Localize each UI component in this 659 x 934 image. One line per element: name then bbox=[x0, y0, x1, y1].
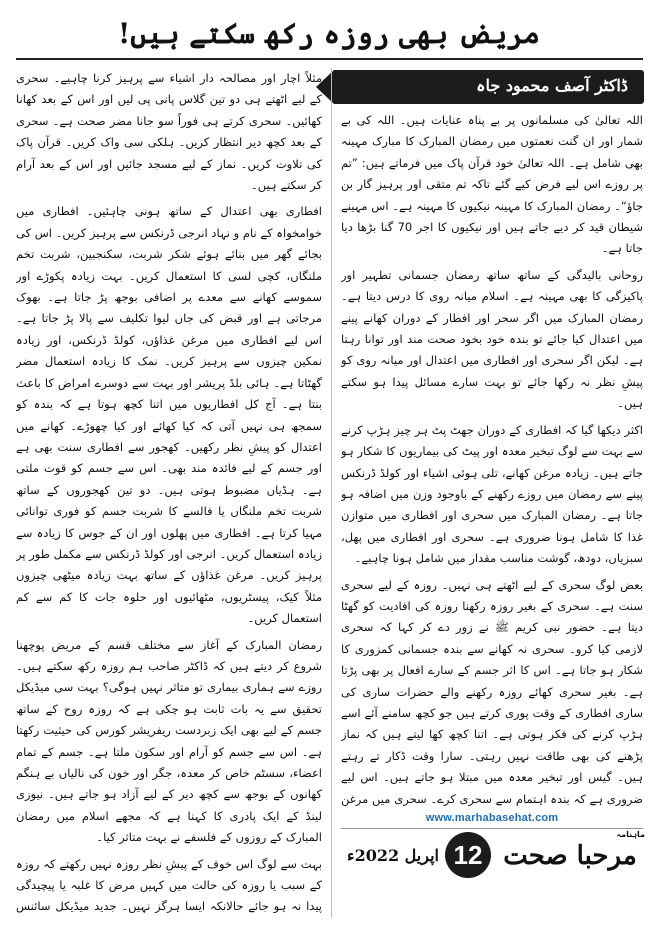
page-number: 12 bbox=[445, 832, 491, 878]
website-link[interactable]: www.marhabasehat.com bbox=[425, 812, 559, 824]
article-column-right bbox=[341, 110, 643, 810]
magazine-name: مرحبا صحت bbox=[503, 841, 637, 871]
paragraph: اکثر دیکھا گیا کہ افطاری کے دوران جھٹ پٹ ہر چیز ہڑپ کرنے سے بہت سے لوگ تبخیر معدہ اور پیٹ کی بیماریوں کا شکار ہو جاتے ہیں۔ زیادہ مرغن کھانے، تلی ہوئی اشیاء اور کولڈ ڈرنکس پینے سے رمضان میں روزے رکھنے کے باوجود وزن میں اضافہ ہو جاتا ہے۔ رمضان المبارک میں سحری اور افطاری میں متوازن غذا کا شامل ہونا ضروری ہے۔ سحری اور افطاری میں پھل، سبزیاں، دودھ، گوشت مناسب مقدار میں شامل ہونا چاہیے۔ bbox=[341, 422, 643, 566]
author-name: ڈاکٹر آصف محمود جاہ bbox=[476, 76, 628, 95]
article-column-left bbox=[16, 68, 322, 918]
article-title: مریض بھی روزہ رکھ سکتے ہیں! bbox=[118, 17, 540, 50]
page-footer bbox=[341, 812, 643, 924]
title-band bbox=[0, 0, 659, 66]
paragraph: بعض لوگ سحری کے لیے اٹھتے ہی نہیں۔ روزہ کے لیے سحری سنت ہے۔ سحری کے بغیر روزہ رکھنا روزہ کی افادیت کو گھٹا دیتا ہے۔ حضور نبی کریم ﷺ نے زور دے کر کہا کہ سحری لازمی کیا کرو۔ سحری نہ کھانے سے بندہ جسمانی کمزوری کا شکار ہو جاتا ہے۔ اس کا اثر جسم کے سارے افعال پر بھی پڑتا ہے۔ بغیر سحری کھائے روزہ رکھنے والے حضرات ساری کی ساری افطاری کے وقت پوری کرتے ہیں جو کچھ سامنے آئے اسے ہڑپ کرنے کی فکر ہوتی ہے۔ اتنا کچھ کھا لیتے ہیں کہ نماز پڑھنے کی بھی طاقت نہیں رہتی۔ سارا وقت ڈکار تے رہتے ہیں۔ گیس اور تبخیر معدہ میں مبتلا ہو جاتے ہیں۔ اس لیے ضروری ہے کہ بندہ اہتمام سے سحری کرے۔ سحری میں مرغن bbox=[341, 577, 643, 806]
issue-date: اپریل 2022ء bbox=[347, 846, 439, 865]
paragraph: رمضان المبارک کے آغاز سے مختلف قسم کے مریض پوچھنا شروع کر دیتے ہیں کہ ڈاکٹر صاحب ہم روزہ رکھ سکتے ہیں۔ روزے سے ہماری بیماری تو متاثر نہیں ہوگی؟ بہت سی میڈیکل تحقیق سے یہ بات ثابت ہو چکی ہے کہ روزہ روح کے ساتھ جسم کے لیے بھی ایک زبردست ریفریشر کورس کی حیثیت رکھتا ہے۔ اس سے جسم کو آرام اور سکون ملتا ہے۔ جسم کے تمام اعضاء، سسٹم خاص کر معدہ، جگر اور خون کی نالیاں بے ہنگم کھانوں کے بوجھ سے کچھ دیر کے لیے آزاد ہو جاتے ہیں۔ نیوزی لینڈ کے ایک پادری کا کہنا ہے کہ مجھے اسلام میں رمضان المبارک کے روزوں کے فلسفے نے بہت متاثر کیا۔ bbox=[16, 637, 322, 845]
magazine-logo bbox=[497, 830, 643, 882]
paragraph: بہت سے لوگ اس خوف کے پیشِ نظر روزہ نہیں رکھتے کہ روزہ کے سبب یا روزہ کی حالت میں کہیں مرض کا غلبہ یا پیچیدگی پیدا نہ ہو جائے حالانکہ ایسا ہرگز نہیں۔ جدید میڈیکل سائنس bbox=[16, 856, 322, 914]
paragraph: روحانی بالیدگی کے ساتھ ساتھ رمضان جسمانی تطہیر اور پاکیزگی کا بھی مہینہ ہے۔ اسلام میانہ روی کا درس دیتا ہے۔ رمضان المبارک میں اگر سحر اور افطار کے دوران کھانے پینے میں اعتدال کیا جائے تو بندہ خود بخود صحت مند اور توانا رہتا ہے۔ لیکن اگر سحری اور افطاری میں اعتدال اور میانہ روی کو پیشِ نظر نہ رکھا جائے تو بہت سارے مسائل پیدا ہو سکتے ہیں۔ bbox=[341, 267, 643, 411]
column-divider bbox=[331, 68, 332, 918]
magazine-tag: ماہنامہ bbox=[616, 830, 645, 839]
paragraph: اللہ تعالیٰ کی مسلمانوں پر بے پناہ عنایات ہیں۔ اللہ کی بے شمار اور ان گنت نعمتوں میں رمضان المبارک کا مبارک مہینہ بھی شامل ہے۔ اللہ تعالیٰ خود قرآن پاک میں فرماتے ہیں: ”تم پر روزے اس لیے فرض کیے گئے تاکہ تم متقی اور پرہیز گار بن جاؤ“۔ رمضان المبارک کا مہینہ نیکیوں کا مہینہ ہے۔ اس مہینے شیطان قید کر دیے جاتے ہیں اور نیکیوں کا اجر 70 گنا بڑھا دیا جاتا ہے۔ bbox=[341, 113, 643, 256]
paragraph: افطاری بھی اعتدال کے ساتھ ہونی چاہئیں۔ افطاری میں خوامخواہ کے نام و نہاد انرجی ڈرنکس سے پرہیز کریں۔ اس کی بجائے گھر میں بنائے ہوئے شکر شربت، سکنجبین، شربت تخم ملنگاں، کچی لسی کا استعمال کریں۔ بہت زیادہ پکوڑے اور سموسے کھانے سے معدے پر اضافی بوجھ پڑ جاتا ہے۔ بھوک مرجاتی ہے اور قبض کی جاں لیوا تکلیف سے پالا پڑ جاتا ہے۔ اس لیے افطاری میں مرغن غذاؤں، کولڈ ڈرنکس، اور زیادہ نمکین چیزوں سے پرہیز کریں۔ نمک کا زیادہ استعمال مضر گھٹاتا ہے۔ ہائی بلڈ پریشر اور بہت سے دوسرے امراض کا باعث بنتا ہے۔ آج کل افطاریوں میں اتنا کچھ ہوتا ہے کہ بندہ کو سمجھ ہی نہیں آتی کہ کیا کھائے اور کیا چھوڑے۔ کھانے میں اعتدال کو پیشِ نظر رکھیں۔ کھجور سے افطاری سنت بھی ہے اور جسم کے لیے فائدہ مند بھی۔ اس سے جسم کو قوت ملتی ہے۔ ہڈیاں مضبوط ہوتی ہیں۔ دو تین کھجوروں کے ساتھ شربت تخم ملنگاں یا فالسے کا شربت جسم کو فوری توانائی مہیا کرتا ہے۔ افطاری میں پھلوں اور ان کے جوس کا زیادہ سے زیادہ استعمال کریں۔ انرجی اور کولڈ ڈرنکس سے مکمل طور پر پرہیز کریں۔ مرغن غذاؤں کے ساتھ بہت زیادہ میٹھی چیزوں مثلاً کیک، پیسٹریوں، مٹھائیوں اور حلوہ جات کا کم سے کم استعمال کریں۔ bbox=[16, 204, 322, 626]
author-banner bbox=[334, 70, 644, 104]
paragraph: مثلاً اچار اور مصالحہ دار اشیاء سے پرہیز کرنا چاہیے۔ سحری کے لیے اٹھتے ہی دو تین گلاس پانی پی لیں اور اس کے بعد کھانا کھائیں۔ سحری کرتے ہی فوراً سو جانا مضر صحت ہے۔ سحری کے بعد کچھ دیر انتظار کریں۔ ہلکی سی واک کریں۔ قرآن پاک کی تلاوت کریں۔ نماز کے لیے مسجد جائیں اور اس کے بعد آرام کر سکتے ہیں۔ bbox=[16, 71, 322, 193]
title-divider bbox=[16, 58, 643, 60]
footer-divider bbox=[341, 828, 643, 829]
